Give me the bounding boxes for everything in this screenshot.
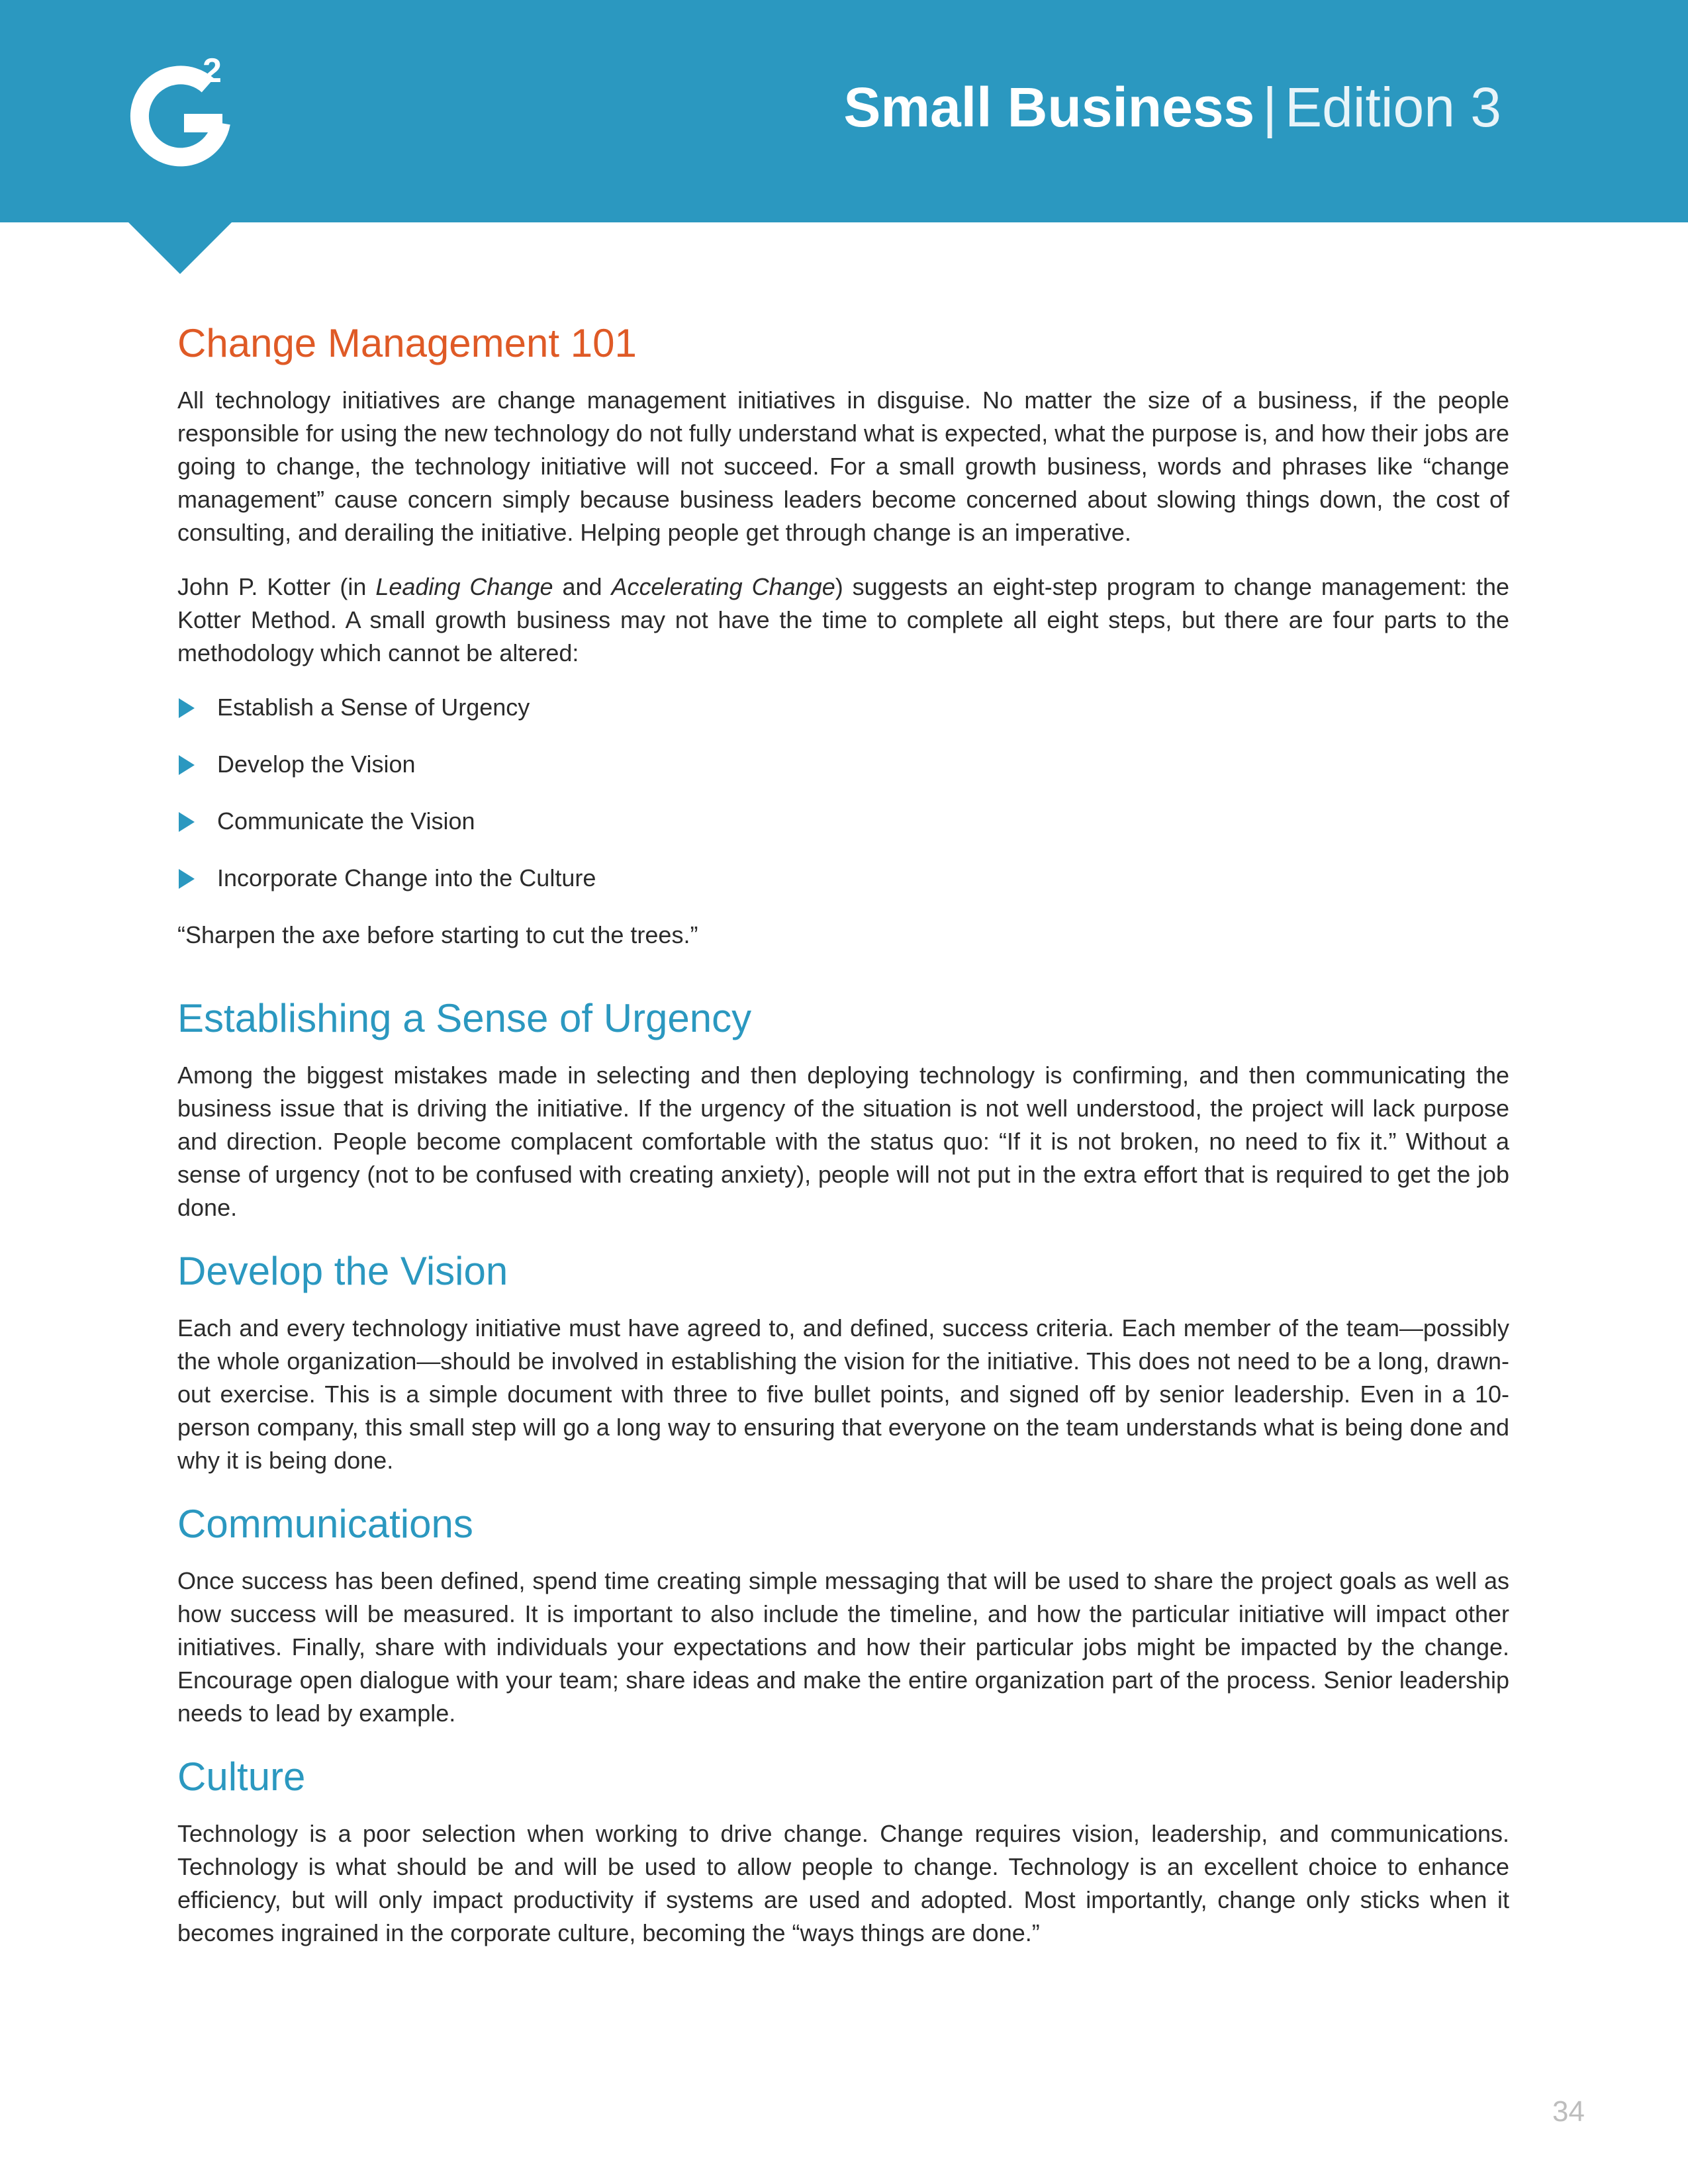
title-edition: Edition 3 [1285, 76, 1501, 138]
list-item [177, 862, 1509, 895]
kotter-steps-list [177, 691, 1509, 895]
paragraph-develop-vision: Each and every technology initiative must have agreed to, and defined, success criteria. Each member of the team—possibly the whole organization—should be involved in establishing the vision for the initiative. This does not need to be a long, drawn-out exercise. This is a simple document with three to five bullet points, and signed off by senior leadership. Even in a 10-person company, this small step will go a long way to ensuring that everyone on the team understands what is being done and why it is being done. [177, 1314, 1509, 1474]
list-item [177, 805, 1509, 838]
paragraph-change-management-1: All technology initiatives are change management initiatives in disguise. No matter the size of a business, if the people responsible for using the new technology do not fully understand what is expected, what the purpose is, and how their jobs are going to change, the technology initiative will not succeed. For a small growth business, words and phrases like “change management” cause concern simply because business leaders become concerned about slowing things down, the cost of consulting, and derailing the initiative. Helping people get through change is an imperative. [177, 387, 1509, 546]
list-item-label: Communicate the Vision [217, 807, 475, 835]
list-item [177, 691, 1509, 724]
p2-text-a: John P. Kotter (in [177, 573, 376, 600]
header-notch [127, 221, 233, 274]
heading-change-management: Change Management 101 [177, 321, 637, 365]
p2-text-c: ) suggests an eight-step program to change management: the Kotter Method. A small growth business may not have the time to complete all eight steps, but there are four parts to the methodology which cannot be altered: [177, 573, 1510, 666]
book-title-accelerating-change: Accelerating Change [611, 573, 835, 600]
title-strong: Small Business [843, 76, 1255, 138]
book-title-leading-change: Leading Change [375, 573, 553, 600]
page-title [843, 74, 1501, 140]
paragraph-change-management-2 [177, 570, 1509, 670]
list-item-label: Incorporate Change into the Culture [217, 864, 596, 891]
paragraph-culture: Technology is a poor selection when working to drive change. Change requires vision, leadership, and communications. Technology is what should be and will be used to allow people to change. Technology is an excellent choice to enhance efficiency, but will only impact productivity if systems are used and adopted. Most importantly, change only sticks when it becomes ingrained in the corporate culture, becoming the “ways things are done.” [177, 1820, 1509, 1946]
paragraph-communications: Once success has been defined, spend time creating simple messaging that will be used to share the project goals as well as how success will be measured. It is important to also include the timeline, and how the particular initiative will impact other initiatives. Finally, share with individuals your expectations and how their particular jobs might be impacted by the change. Encourage open dialogue with your team; share ideas and make the entire organization part of the process. Senior leadership needs to lead by example. [177, 1567, 1509, 1727]
p2-text-b: and [553, 573, 612, 600]
g2-logo-icon [123, 54, 242, 173]
triangle-bullet-icon [179, 869, 195, 889]
heading-sense-of-urgency: Establishing a Sense of Urgency [177, 996, 752, 1040]
triangle-bullet-icon [179, 698, 195, 718]
triangle-bullet-icon [179, 755, 195, 775]
logo-superscript: 2 [203, 54, 222, 90]
list-item-label: Establish a Sense of Urgency [217, 694, 530, 721]
document-body [177, 318, 1509, 1971]
heading-culture: Culture [177, 1754, 306, 1799]
list-item-label: Develop the Vision [217, 751, 416, 778]
page-number: 34 [1552, 2095, 1585, 2128]
quote: “Sharpen the axe before starting to cut the trees.” [177, 921, 698, 948]
heading-communications: Communications [177, 1502, 473, 1546]
triangle-bullet-icon [179, 812, 195, 832]
paragraph-sense-of-urgency: Among the biggest mistakes made in selecting and then deploying technology is confirming, and then communicating the business issue that is driving the initiative. If the urgency of the situation is not well understood, the project will lack purpose and direction. People become complacent comfortable with the status quo: “If it is not broken, no need to fix it.” Without a sense of urgency (not to be confused with creating anxiety), people will not put in the extra effort that is required to get the job done. [177, 1062, 1509, 1221]
list-item [177, 748, 1509, 781]
heading-develop-vision: Develop the Vision [177, 1249, 508, 1293]
title-separator: | [1262, 76, 1278, 138]
